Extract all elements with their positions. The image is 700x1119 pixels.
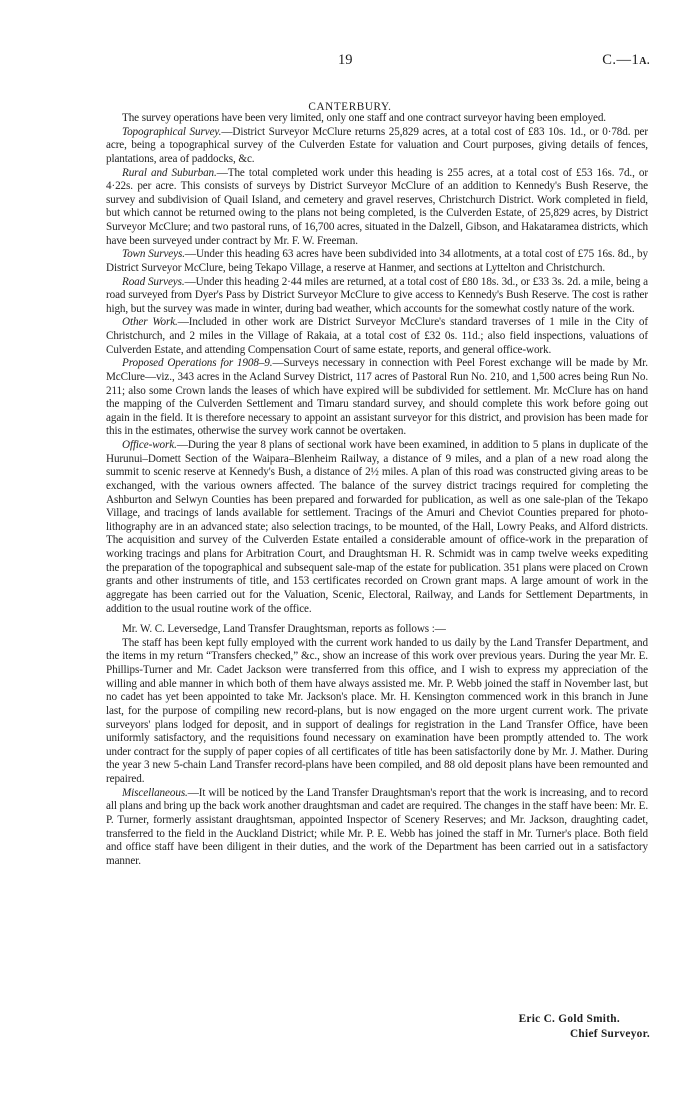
paragraph	[106, 126, 648, 167]
paragraph	[106, 248, 648, 275]
paragraph	[106, 276, 648, 317]
paragraph	[106, 637, 648, 787]
paragraph	[106, 439, 648, 616]
document-reference	[602, 52, 650, 69]
paragraph-text: —District Surveyor McClure returns 25,829 acres, at a total cost of £83 10s. 1d., or 0·78d. per acre, being a topographical survey of the Culverden Estate for valuation and Court purposes, giving details of fences, plantations, area of paddocks, &c.	[106, 125, 649, 165]
reference-main: C.—1	[602, 52, 640, 68]
paragraph-text: The survey operations have been very limited, only one staff and one contract surveyor having been employed.	[122, 112, 606, 124]
paragraph	[106, 787, 648, 869]
paragraph-heading: Other Work.	[122, 316, 178, 329]
page-header	[0, 52, 700, 72]
paragraph-text: —The total completed work under this heading is 255 acres, at a total cost of £53 16s. 7d., or 4·22s. per acre. This consists of surveys by District Surveyor McClure of an addition to Kennedy's Bush Reserve, the survey and subdivision of Quail Island, and cemetery and gravel reserves, Christchurch District. Work completed in field, but which cannot be returned owing to the plans not being completed, is the Culverden Estate, of 25,829 acres, by District Surveyor McClure; and two pastoral runs, of 16,700 acres, situated in the Dalzell, Gibson, and Hakataramea districts, which have been surveyed under contract by Mr. F. W. Freeman.	[106, 166, 648, 247]
paragraph-text: —Under this heading 2·44 miles are returned, at a total cost of £80 18s. 3d., or £33 3s. 2d. a mile, being a road surveyed from Dyer's Pass by District Surveyor McClure to give access to Kennedy's Bush Reserve. The cost is rather high, but the survey was made in winter, during bad weather, which accounts for the somewhat costly nature of the work.	[106, 275, 649, 315]
paragraph-text: The staff has been kept fully employed with the current work handed to us daily by the Land Transfer Department, and the items in my return “Transfers checked,” &c., show an increase of this work over previous years. During the year Mr. E. Phillips-Turner and Mr. Cadet Jackson were transferred from this office, and I wish to express my appreciation of the willing and able manner in which both of them have always assisted me. Mr. P. Webb joined the staff in November last, but no cadet has yet been appointed to take Mr. Jackson's place. Mr. H. Kensington commenced work in this branch in June last, for the purpose of compiling new record-plans, but is now engaged on the more urgent current work. The private surveyors' plans lodged for deposit, and in support of dealings for registration in the Land Transfer Office, have been uniformly satisfactory, and the requisitions found necessary on examination have been promptly attended to. The work under contract for the supply of paper copies of all certificates of title has been satisfactorily done by Mr. J. Mather. During the year 3 new 5-chain Land Transfer record-plans have been compiled, and 88 old deposit plans have been remounted and repaired.	[106, 636, 648, 785]
section-title: CANTERBURY.	[308, 101, 392, 113]
paragraph-heading: Road Surveys.	[122, 275, 185, 288]
paragraph-heading: Rural and Suburban.	[122, 166, 217, 179]
paragraph-heading: Office-work.	[122, 439, 177, 451]
paragraph	[106, 112, 648, 126]
reference-suffix: A.	[639, 56, 650, 67]
paragraph-text: —Under this heading 63 acres have been subdivided into 34 allotments, at a total cost of £75 16s. 8d., by District Surveyor McClure, being Tekapo Village, a reserve at Hanmer, and sections at Lyttelton and Christchurch.	[106, 248, 648, 274]
paragraph-heading: Topographical Survey.	[122, 125, 222, 138]
signature-title: Chief Surveyor.	[569, 1028, 650, 1040]
paragraph	[106, 623, 648, 637]
page-number: 19	[338, 52, 353, 68]
paragraph-heading: Miscellaneous.	[122, 786, 188, 799]
report-body	[106, 112, 648, 868]
signature-name: Eric C. Gold Smith.	[518, 1013, 620, 1025]
paragraph	[106, 167, 648, 249]
paragraph-text: Mr. W. C. Leversedge, Land Transfer Draughtsman, reports as follows :—	[122, 623, 446, 636]
paragraph	[106, 316, 648, 357]
paragraph-text: —Included in other work are District Surveyor McClure's standard traverses of 1 mile in the City of Christchurch, and 2 miles in the Village of Rakaia, at a total cost of £32 0s. 11d.; also field inspections, valuations of Culverden Estate, and attending Compensation Court of same estate, reports, and general office-work.	[106, 316, 648, 356]
paragraph-text: —It will be noticed by the Land Transfer Draughtsman's report that the work is increasing, and to record all plans and bring up the back work another draughtsman and cadet are required. The changes in the staff have been: Mr. E. P. Turner, formerly assistant draughtsman, appointed Inspector of Scenery Reserves; and Mr. Jackson, draughting cadet, transferred to the field in the Auckland District; while Mr. P. E. Webb has joined the staff in Mr. Turner's place. Both field and office staff have been diligent in their duties, and the work of the Department has been carried out in a satisfactory manner.	[106, 786, 648, 867]
paragraph	[106, 357, 648, 439]
paragraph-heading: Proposed Operations for 1908–9.	[122, 357, 273, 370]
paragraph-text: —During the year 8 plans of sectional work have been examined, in addition to 5 plans in duplicate of the Hurunui–Domett Section of the Waipara–Blenheim Railway, a distance of 9 miles, and a plan of a new road along the summit to scenic reserve at Kennedy's Bush, a distance of 2½ miles. A plan of this road was constructed giving areas to be exchanged, with the various owners affected. The balance of the survey district tracings required for completing the Ashburton and Selwyn Counties has been prepared and forwarded for publication, as well as one sale-plan of the Tekapo Village, and tracings of lands available for settlement. Tracings of the Amuri and Cheviot Counties prepared for photo-lithography are in an advanced state; also selection tracings, to be mounted, of the Hall, Lowry Peaks, and Alford districts. The acquisition and survey of the Culverden Estate entailed a considerable amount of office-work in the preparation of working tracings and plans for Arbitration Court, and Draughtsman H. R. Schmidt was in camp twelve weeks expediting the preparation of the topographical and subsequent sale-map of the estate for publication. 351 plans were placed on Crown grants and other instruments of title, and 153 certificates recorded on Crown grant maps. A large amount of work in the aggregate has been carried out for the Valuation, Scenic, Electoral, Railway, and Lands for Settlement Departments, in addition to the usual routine work of the office.	[106, 439, 648, 615]
paragraph-text: —Surveys necessary in connection with Peel Forest exchange will be made by Mr. McClure—viz., 343 acres in the Acland Survey District, 117 acres of Pastoral Run No. 210, and 1,500 acres being Run No. 211; also some Crown lands the leases of which have expired will be subdivided for settlement. Mr. McClure has on hand the mapping of the Culverden Settlement and Timaru standard survey, and should complete this work before going out again in the field. It is therefore necessary to appoint an assistant surveyor for this district, and provision has been made for this in the estimates, otherwise the survey work cannot be overtaken.	[106, 357, 648, 438]
paragraph-heading: Town Surveys.	[122, 248, 185, 261]
